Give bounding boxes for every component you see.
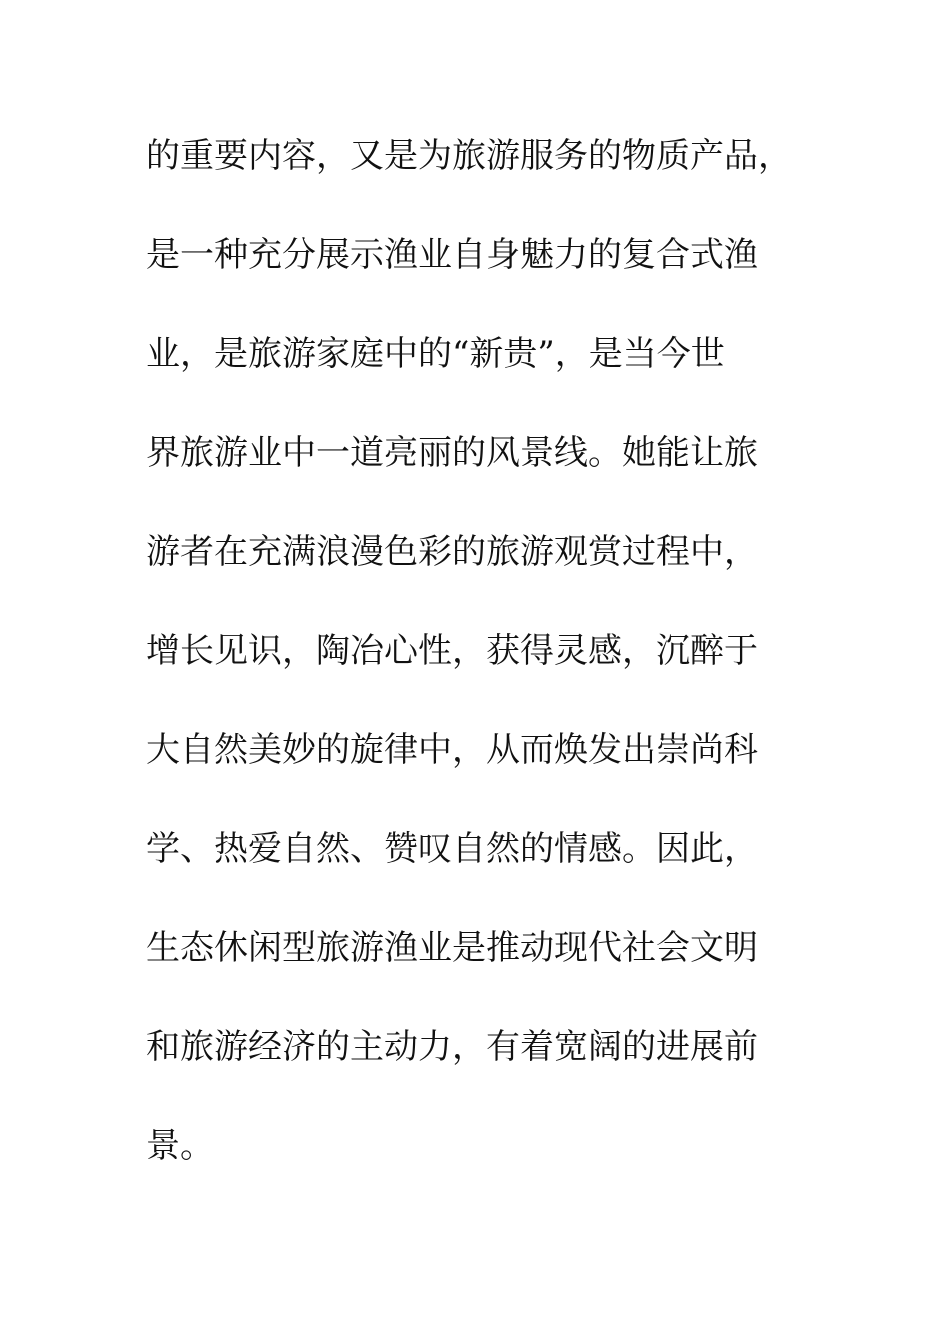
paragraph-line-4: 界旅游业中一道亮丽的风景线。她能让旅 [146, 433, 758, 473]
body-paragraph [146, 124, 836, 1213]
paragraph-line-2: 是一种充分展示渔业自身魅力的复合式渔 [146, 235, 758, 275]
paragraph-line-3: 业，是旅游家庭中的“新贵”，是当今世 [146, 334, 725, 374]
paragraph-line-1: 的重要内容，又是为旅游服务的物质产品， [146, 136, 792, 176]
paragraph-line-9: 生态休闲型旅游渔业是推动现代社会文明 [146, 928, 758, 968]
paragraph-line-11: 景。 [146, 1126, 214, 1166]
paragraph-line-8: 学、热爱自然、赞叹自然的情感。因此， [146, 829, 758, 869]
paragraph-line-10: 和旅游经济的主动力，有着宽阔的进展前 [146, 1027, 758, 1067]
paragraph-line-7: 大自然美妙的旋律中，从而焕发出崇尚科 [146, 730, 758, 770]
paragraph-line-5: 游者在充满浪漫色彩的旅游观赏过程中， [146, 532, 758, 572]
paragraph-line-6: 增长见识，陶冶心性，获得灵感，沉醉于 [146, 631, 758, 671]
